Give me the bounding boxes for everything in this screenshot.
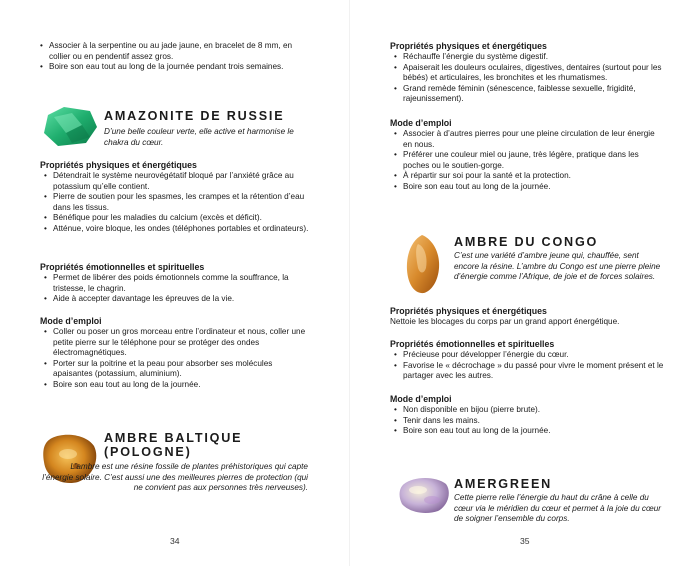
amazonite-usage-heading: Mode d’emploi bbox=[40, 316, 102, 326]
list-item: • Permet de libérer des poids émotionnels comme la souffrance, la tristesse, le chagrin. bbox=[44, 273, 310, 294]
right-physical-list bbox=[394, 52, 664, 105]
list-item: • Apaiserait les douleurs oculaires, digestives, dentaires (surtout pour les bébés) et articulaires, les bronchites et les rhumatismes. bbox=[394, 63, 664, 84]
amazonite-stone-image bbox=[42, 105, 98, 147]
congo-amber-title: AMBRE DU CONGO bbox=[454, 235, 599, 249]
list-item: • Boire son eau tout au long de la journée. bbox=[44, 380, 310, 391]
amergreen-intro: Cette pierre relie l’énergie du haut du crâne à celle du cœur via le méridien du cœur et permet à la joie du cœur de soigner l’ensemble du corps. bbox=[454, 493, 662, 524]
list-item: • Grand remède féminin (sénescence, faiblesse sexuelle, frigidité, rajeunissement). bbox=[394, 84, 664, 105]
amazonite-title: AMAZONITE DE RUSSIE bbox=[104, 109, 285, 123]
amergreen-stone-image bbox=[398, 476, 450, 514]
list-item: • Bénéfique pour les maladies du calcium (excès et déficit). bbox=[44, 213, 310, 224]
congo-usage-heading: Mode d’emploi bbox=[390, 394, 452, 404]
baltic-amber-title-line2: (POLOGNE) bbox=[104, 445, 192, 459]
baltic-amber-title-line1: AMBRE BALTIQUE bbox=[104, 431, 243, 445]
list-item: • Associer à la serpentine ou au jade jaune, en bracelet de 8 mm, en collier ou en pendentif assez gros. bbox=[40, 41, 312, 62]
congo-physical-heading: Propriétés physiques et énergétiques bbox=[390, 306, 547, 316]
congo-physical-text: Nettoie les blocages du corps par un grand apport énergétique. bbox=[390, 317, 620, 326]
amazonite-physical-list bbox=[44, 171, 310, 235]
list-item: • Réchauffe l’énergie du système digestif. bbox=[394, 52, 664, 63]
list-item: • Tenir dans les mains. bbox=[394, 416, 664, 427]
congo-emotional-heading: Propriétés émotionnelles et spirituelles bbox=[390, 339, 555, 349]
list-item: • Favorise le « décrochage » du passé pour vivre le moment présent et le partager avec les autres. bbox=[394, 361, 664, 382]
congo-amber-intro: C’est une variété d’ambre jeune qui, chauffée, sent encore la résine. L’ambre du Congo est une pierre pleine d’énergie comme l’Afrique, de joie et de forces solaires. bbox=[454, 251, 661, 282]
list-item: • Boire son eau tout au long de la journée pendant trois semaines. bbox=[40, 62, 312, 73]
list-item: • Atténue, voire bloque, les ondes (téléphones portables et ordinateurs). bbox=[44, 224, 310, 235]
list-item: • Aide à accepter davantage les épreuves de la vie. bbox=[44, 294, 310, 305]
right-page bbox=[350, 0, 700, 566]
right-usage-list bbox=[394, 129, 664, 193]
list-item: • Pierre de soutien pour les spasmes, les crampes et la rétention d’eau dans les tissus. bbox=[44, 192, 310, 213]
list-item: • Préférer une couleur miel ou jaune, très légère, pratique dans les poches ou le soutien-gorge. bbox=[394, 150, 664, 171]
congo-amber-stone-image bbox=[406, 234, 440, 294]
list-item: • Détendrait le système neurovégétatif bloqué par l’anxiété grâce au potassium qu’elle contient. bbox=[44, 171, 310, 192]
list-item: • Coller ou poser un gros morceau entre l’ordinateur et nous, coller une petite pierre sur le téléphone pour se protéger des ondes électromagnétiques. bbox=[44, 327, 310, 359]
amazonite-emotional-heading: Propriétés émotionnelles et spirituelles bbox=[40, 262, 205, 272]
list-item: • Porter sur la poitrine et la peau pour absorber ses molécules apaisantes (potassium, aluminium). bbox=[44, 359, 310, 380]
amazonite-usage-list bbox=[44, 327, 310, 391]
baltic-amber-intro: L’ambre est une résine fossile de plantes préhistoriques qui capte l’énergie solaire. C’est aussi une des meilleures pierres de protection (qui ne convient pas aux personnes très nerveuses). bbox=[42, 462, 308, 493]
list-item: • Précieuse pour développer l’énergie du cœur. bbox=[394, 350, 664, 361]
right-usage-heading: Mode d’emploi bbox=[390, 118, 452, 128]
amazonite-intro: D’une belle couleur verte, elle active et harmonise le chakra du cœur. bbox=[104, 127, 294, 147]
list-item: • Boire son eau tout au long de la journée. bbox=[394, 426, 664, 437]
amazonite-emotional-list bbox=[44, 273, 310, 305]
amergreen-title: AMERGREEN bbox=[454, 477, 553, 491]
list-item: • Non disponible en bijou (pierre brute). bbox=[394, 405, 664, 416]
list-item: • À répartir sur soi pour la santé et la protection. bbox=[394, 171, 664, 182]
right-physical-heading: Propriétés physiques et énergétiques bbox=[390, 41, 547, 51]
list-item: • Associer à d’autres pierres pour une pleine circulation de leur énergie en nous. bbox=[394, 129, 664, 150]
page-number-right: 35 bbox=[520, 536, 530, 546]
list-item: • Boire son eau tout au long de la journée. bbox=[394, 182, 664, 193]
page-number-left: 34 bbox=[170, 536, 180, 546]
amazonite-physical-heading: Propriétés physiques et énergétiques bbox=[40, 160, 197, 170]
left-top-bullets bbox=[40, 41, 312, 73]
congo-emotional-list bbox=[394, 350, 664, 382]
congo-usage-list bbox=[394, 405, 664, 437]
